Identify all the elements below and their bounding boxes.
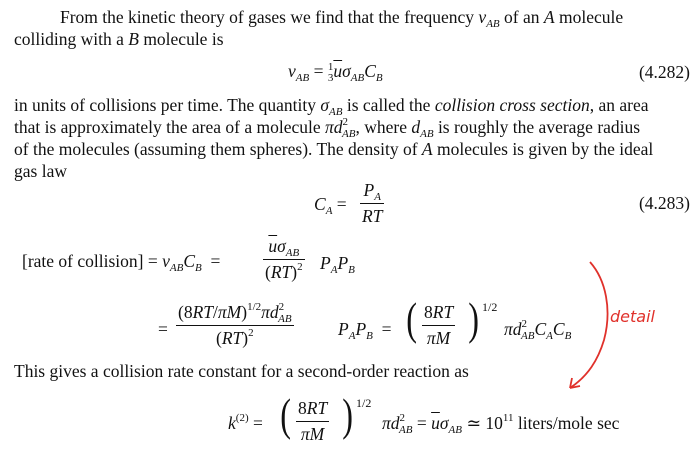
equation-4283-lhs: $C_A$ = — [314, 194, 347, 217]
paren-right: ) — [468, 293, 480, 344]
paragraph-line: This gives a collision rate constant for a second-order reaction as — [14, 361, 469, 381]
rate-pressures: $P_AP_B$ — [320, 253, 355, 276]
rate-pressures-2: $P_AP_B$ = — [338, 319, 392, 342]
final-rhs: $\pi d^2_{AB} = \overline{u}\sigma_{AB}$ ≃ $10^{11}$ liters/mole sec — [382, 412, 620, 436]
paragraph-line: of the molecules (assuming them spheres). The density of A molecules is given by the ideal — [14, 139, 654, 159]
equation-4283-fraction: $P_A$ RT — [362, 180, 383, 226]
paren-left: ( — [406, 293, 418, 344]
paragraph-line: colliding with a B molecule is — [14, 29, 224, 49]
exponent: 1/2 — [482, 300, 498, 314]
equation-number: (4.283) — [638, 193, 690, 213]
paragraph-line: in units of collisions per time. The quantity $\sigma_{AB}$ is called the collision cross section, an area — [14, 95, 649, 118]
sqrt-fraction: 8RT πM — [424, 302, 454, 348]
final-lhs: $k^{(2)}$ = — [228, 412, 263, 433]
rate-fraction-1: $\overline{u}\sigma_{AB}$ (RT)$^2$ — [265, 236, 303, 282]
rate-fraction-2: $(8RT/\pi M)^{1/2}\pi d^2_{AB}$ (RT)$^2$ — [178, 301, 292, 348]
bracket-curve — [570, 262, 608, 388]
paragraph-line: that is approximately the area of a molecule $\pi d^2_{AB}$, where $d_{AB}$ is roughly the average radius — [14, 116, 641, 140]
equation-4282: $\nu_{AB} = 1$ $3\overline{u}\sigma_{AB}C_B$ — [288, 60, 383, 84]
annotation-label: detail — [610, 307, 655, 326]
rate-label: [rate of collision] = $\nu_{AB}C_B$ = — [22, 251, 221, 274]
equation-number: (4.282) — [638, 62, 690, 82]
paren-right: ) — [342, 389, 354, 440]
equals-sign: = — [158, 319, 168, 339]
rate-tail: $\pi d^2_{AB}C_AC_B$ — [504, 318, 572, 342]
exponent: 1/2 — [356, 396, 372, 410]
paren-left: ( — [280, 389, 292, 440]
final-sqrt-fraction: 8RT πM — [298, 398, 328, 444]
paragraph-line: From the kinetic theory of gases we find that the frequency $\nu_{AB}$ of an A molecule — [60, 7, 624, 30]
paragraph-line: gas law — [14, 161, 67, 181]
